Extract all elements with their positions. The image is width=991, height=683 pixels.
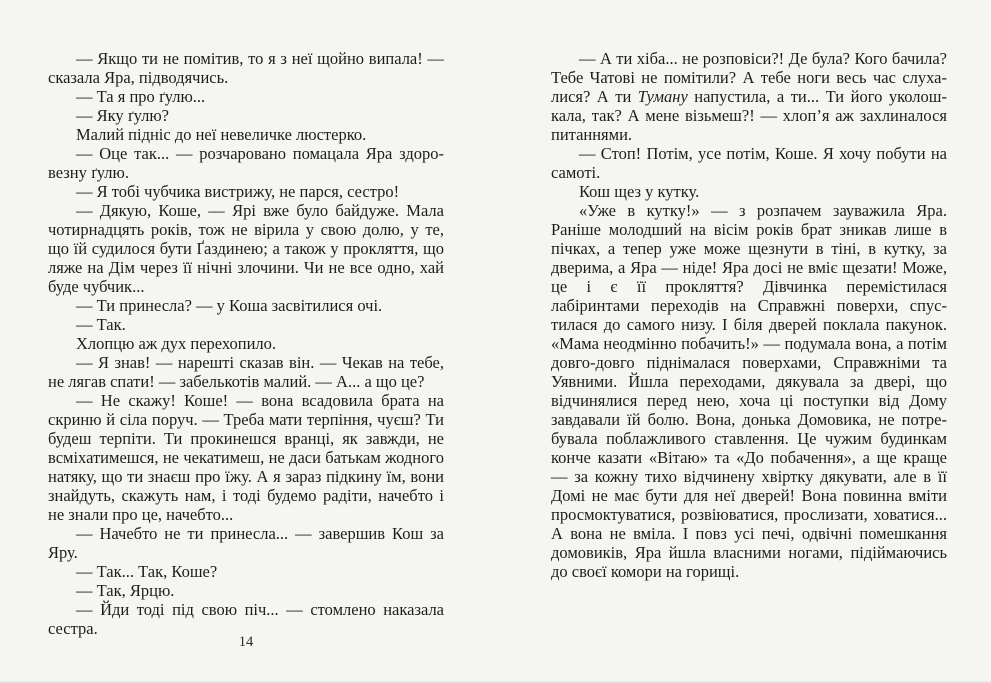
- paragraph: — Дякую, Коше, — Ярі вже було байдуже. Мала чотирнадцять років, тож не вірила у свою долю, у те, що їй судилося бути Ґаздинею; а також у прокляття, що ляже на Дім через її нічні злочини. Чи не все одно, хай буде чубчик...: [48, 201, 444, 296]
- paragraph: — Так.: [76, 315, 126, 334]
- page-right: [551, 49, 947, 581]
- paragraph: Хлопцю аж дух перехопило.: [76, 334, 277, 353]
- paragraph: — Якщо ти не помітив, то я з неї щойно випала! — сказала Яра, підводячись.: [48, 49, 444, 87]
- paragraph: — Оце так... — розчаровано помацала Яра здоровезну ґулю.: [48, 144, 444, 182]
- paragraph: — Яку ґулю?: [76, 106, 169, 125]
- paragraph: «Уже в кутку!» — з розпачем зауважила Яра. Раніше молодший на вісім років брат зникав лише в пічках, а тепер уже може щезнути в тіні, в кутку, за дверима, а Яра — ніде! Яра досі не вміє щезати! Може, це і є її прокляття? Дівчинка перемістилася лабіринтами переходів на Справжні поверхи, спустилася до самого низу. І біля дверей поклала пакунок. «Мама неодмінно побачить!» — подумала вона, а потім довго-довго піднімалася поверхами, Справжніми та Уявними. Йшла переходами, дякувала за двері, що відчинялися перед нею, хоча ці поступки від Дому завдавали їй болю. Вона, донька Домовика, не потребувала поблажливого ставлення. Це чужим будинкам конче казати «Вітаю» та «До побачення», а ще краще — за кожну тихо відчинену хвіртку дякувати, але в її Домі не має бути для неї дверей! Вона повинна вміти просмоктуватися, розвіюватися, прослизати, ховатися... А вона не вміла. І повз усі печі, одвічні помешкання домовиків, Яра йшла власними ногами, підіймаючись до своєї комори на горищі.: [551, 201, 947, 581]
- paragraph: — Йди тоді під свою піч... — стомлено наказала сестра.: [48, 600, 444, 638]
- paragraph: — Не скажу! Коше! — вона всадовила брата на скриню й сіла поруч. — Треба мати терпіння, чуєш? Ти будеш терпіти. Ти прокинешся вранці, як завжди, не всміхатимешся, не чекатимеш, не даси батькам жодного натяку, що ти знаєш про їжу. А я зараз підкину їм, вони знайдуть, скажуть нам, і тоді будемо радіти, начебто і не знали про це, начебто...: [48, 391, 444, 524]
- page-number: 14: [238, 634, 254, 650]
- paragraph: — Начебто не ти принесла... — завершив Кош за Яру.: [48, 524, 444, 562]
- paragraph: — Так, Ярцю.: [76, 581, 175, 600]
- paragraph: — Так... Так, Коше?: [76, 562, 218, 581]
- page-left: [48, 49, 444, 638]
- paragraph: — А ти хіба... не розповіси?! Де була? Кого бачила? Тебе Чатові не помітили? А тебе ноги весь час слухалися? А ти Туману напустила, а ти... Ти його уколошкала, так? А мене візьмеш?! — хлоп’я аж захлиналося питаннями.: [551, 49, 947, 144]
- paragraph: — Ти принесла? — у Коша засвітилися очі.: [76, 296, 383, 315]
- paragraph: — Стоп! Потім, усе потім, Коше. Я хочу побути на самоті.: [551, 144, 947, 182]
- paragraph: — Я знав! — нарешті сказав він. — Чекав на тебе, не лягав спати! — забелькотів малий. — А... а що це?: [48, 353, 444, 391]
- paragraph: Малий підніс до неї невеличке люстерко.: [76, 125, 367, 144]
- paragraph: — Я тобі чубчика вистрижу, не парся, сестро!: [76, 182, 400, 201]
- paragraph: — Та я про ґулю...: [76, 87, 206, 106]
- paragraph: Кош щез у кутку.: [579, 182, 700, 201]
